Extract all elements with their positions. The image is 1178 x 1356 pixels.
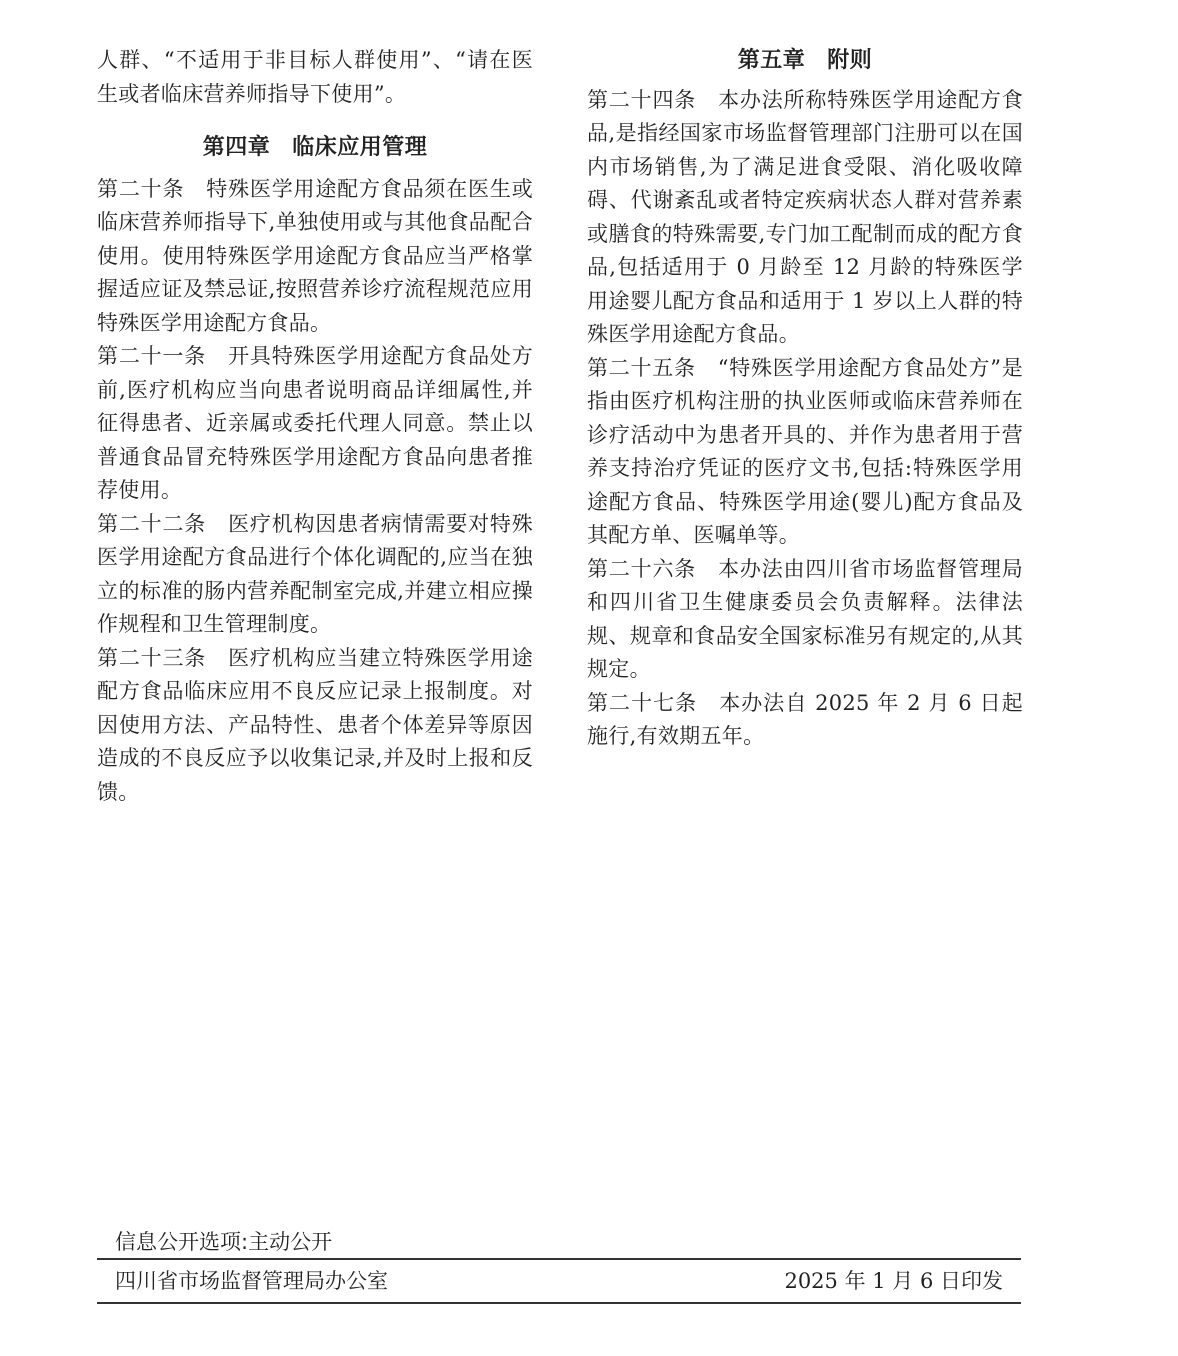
article-25-number: 第二十五条 — [587, 355, 696, 380]
issue-date: 2025 年 1 月 6 日印发 — [784, 1269, 1003, 1293]
article-23-number: 第二十三条 — [97, 645, 207, 670]
article-25 — [587, 352, 1023, 553]
article-24-text: 本办法所称特殊医学用途配方食品,是指经国家市场监督管理部门注册可以在国内市场销售,为了满足进食受限、消化吸收障碍、代谢紊乱或者特定疾病状态人群对营养素或膳食的特殊需要,专门加工配制而成的配方食品,包括适用于 0 月龄至 12 月龄的特殊医学用途婴儿配方食品和适用于 1 岁以上人群的特殊医学用途配方食品。 — [587, 87, 1024, 346]
article-27-text: 本办法自 2025 年 2 月 6 日起施行,有效期五年。 — [587, 690, 1024, 748]
article-21-text: 开具特殊医学用途配方食品处方前,医疗机构应当向患者说明商品详细属性,并征得患者、近亲属或委托代理人同意。禁止以普通食品冒充特殊医学用途配方食品向患者推荐使用。 — [97, 344, 534, 502]
article-21 — [97, 340, 533, 508]
document-footer — [97, 1226, 1021, 1304]
intro-paragraph: 人群、“不适用于非目标人群使用”、“请在医生或者临床营养师指导下使用”。 — [97, 48, 533, 106]
article-22-text: 医疗机构因患者病情需要对特殊医学用途配方食品进行个体化调配的,应当在独立的标准的肠内营养配制室完成,并建立相应操作规程和卫生管理制度。 — [97, 511, 534, 636]
article-21-number: 第二十一条 — [97, 344, 207, 368]
article-27-number: 第二十七条 — [587, 690, 698, 715]
chapter-5-title: 附则 — [827, 48, 873, 73]
article-20-number: 第二十条 — [97, 176, 185, 201]
article-20-text: 特殊医学用途配方食品须在医生或临床营养师指导下,单独使用或与其他食品配合使用。使用特殊医学用途配方食品应当严格掌握适应证及禁忌证,按照营养诊疗流程规范应用特殊医学用途配方食品。 — [97, 176, 533, 335]
chapter-5-number: 第五章 — [737, 48, 806, 73]
footer-bottom-rule — [97, 1302, 1021, 1304]
chapter-4-number: 第四章 — [202, 135, 271, 160]
article-26-number: 第二十六条 — [587, 556, 697, 581]
issuing-office: 四川省市场监督管理局办公室 — [115, 1269, 388, 1293]
article-26-text: 本办法由四川省市场监督管理局和四川省卫生健康委员会负责解释。法律法规、规章和食品安全国家标准另有规定的,从其规定。 — [587, 556, 1024, 681]
article-24 — [587, 84, 1023, 352]
article-23-text: 医疗机构应当建立特殊医学用途配方食品临床应用不良反应记录上报制度。对因使用方法、产品特性、患者个体差异等原因造成的不良反应予以收集记录,并及时上报和反馈。 — [97, 645, 534, 804]
disclosure-label: 信息公开选项: — [115, 1230, 249, 1254]
article-27 — [587, 687, 1023, 754]
left-column — [97, 44, 533, 809]
article-25-text: “特殊医学用途配方食品处方”是指由医疗机构注册的执业医师或临床营养师在诊疗活动中为患者开具的、并作为患者用于营养支持治疗凭证的医疗文书,包括:特殊医学用途配方食品、特殊医学用途(婴儿)配方食品及其配方单、医嘱单等。 — [587, 355, 1023, 547]
disclosure-value: 主动公开 — [248, 1230, 333, 1254]
article-24-number: 第二十四条 — [587, 87, 697, 112]
article-20 — [97, 173, 533, 341]
article-26 — [587, 553, 1023, 687]
disclosure-line — [97, 1226, 1021, 1258]
chapter-4-title: 临床应用管理 — [292, 135, 428, 160]
issuer-row — [97, 1260, 1021, 1302]
chapter-5-heading — [587, 44, 1023, 78]
article-22 — [97, 508, 533, 642]
chapter-4-heading — [97, 131, 533, 165]
article-23 — [97, 642, 533, 810]
article-22-number: 第二十二条 — [97, 511, 207, 536]
right-column — [587, 44, 1023, 754]
